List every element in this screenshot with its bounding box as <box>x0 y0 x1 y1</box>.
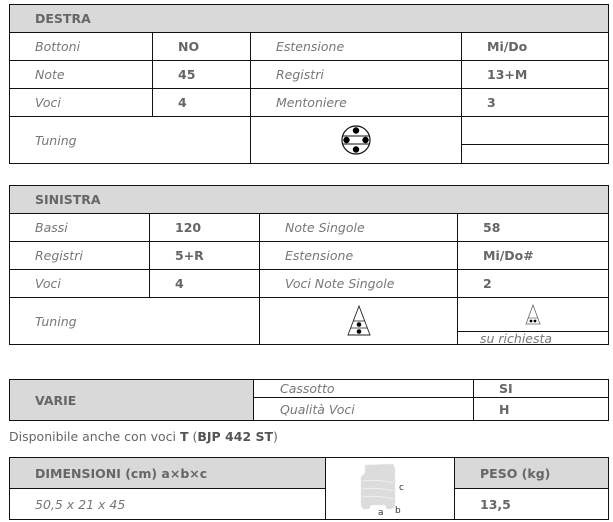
triangle-two-reed-icon <box>260 298 457 344</box>
label-note: Note <box>35 67 65 82</box>
label-registri: Registri <box>276 67 324 82</box>
sinistra-header <box>10 186 608 214</box>
varie-table <box>9 379 609 421</box>
note-prefix: Disponibile anche con voci <box>9 429 180 444</box>
availability-note <box>9 429 278 444</box>
dimensioni-header <box>10 458 326 489</box>
label-note-singole: Note Singole <box>285 220 365 235</box>
dim-label-c: c <box>399 482 404 493</box>
dimensioni-value: 50,5 x 21 x 45 <box>35 496 126 512</box>
value-voci-note-singole: 2 <box>483 276 492 291</box>
value-estensione: Mi/Do# <box>483 248 534 263</box>
note-mid: ( <box>188 429 198 444</box>
varie-header <box>10 380 254 420</box>
su-richiesta-label: su richiesta <box>480 332 553 344</box>
value-registri: 5+R <box>175 248 204 263</box>
value-bottoni: NO <box>178 39 200 54</box>
four-reed-circle-icon <box>251 117 461 163</box>
dim-label-a: a <box>378 507 384 518</box>
destra-table <box>9 4 609 164</box>
sinistra-tuning-label: Tuning <box>35 313 77 329</box>
label-cassotto: Cassotto <box>280 381 335 396</box>
note-suffix: ) <box>273 429 278 444</box>
value-cassotto: SI <box>499 381 513 396</box>
label-qualita-voci: Qualità Voci <box>280 401 355 417</box>
destra-title: DESTRA <box>35 11 91 26</box>
dim-label-b: b <box>395 505 401 516</box>
dimensioni-title: DIMENSIONI (cm) a×b×c <box>35 465 208 481</box>
value-mentoniere: 3 <box>487 95 496 110</box>
value-note: 45 <box>178 67 196 82</box>
accordion-dimension-diagram <box>326 458 454 519</box>
label-estensione: Estensione <box>285 248 354 263</box>
destra-tuning-label: Tuning <box>35 132 77 148</box>
varie-title: VARIE <box>35 392 77 408</box>
label-voci-note-singole: Voci Note Singole <box>285 276 395 291</box>
label-bottoni: Bottoni <box>35 39 81 54</box>
label-bassi: Bassi <box>35 220 68 235</box>
value-voci: 4 <box>178 95 187 110</box>
dimensioni-table <box>9 457 609 520</box>
label-voci: Voci <box>35 95 61 110</box>
value-registri: 13+M <box>487 67 528 82</box>
label-voci: Voci <box>35 276 61 291</box>
peso-title: PESO (kg) <box>480 465 551 481</box>
value-qualita-voci: H <box>499 401 510 417</box>
destra-header <box>10 5 608 33</box>
sinistra-title: SINISTRA <box>35 192 101 207</box>
peso-header <box>455 458 608 489</box>
value-bassi: 120 <box>175 220 202 235</box>
label-estensione: Estensione <box>276 39 345 54</box>
value-note-singole: 58 <box>483 220 501 235</box>
value-voci: 4 <box>175 276 184 291</box>
sinistra-table <box>9 185 609 345</box>
label-mentoniere: Mentoniere <box>276 95 347 110</box>
value-estensione: Mi/Do <box>487 39 528 54</box>
note-voci-type: T <box>179 429 189 444</box>
note-model-code: BJP 442 ST <box>197 429 274 444</box>
label-registri: Registri <box>35 248 83 263</box>
peso-value: 13,5 <box>480 496 511 512</box>
triangle-small-two-dot-icon <box>458 298 608 331</box>
